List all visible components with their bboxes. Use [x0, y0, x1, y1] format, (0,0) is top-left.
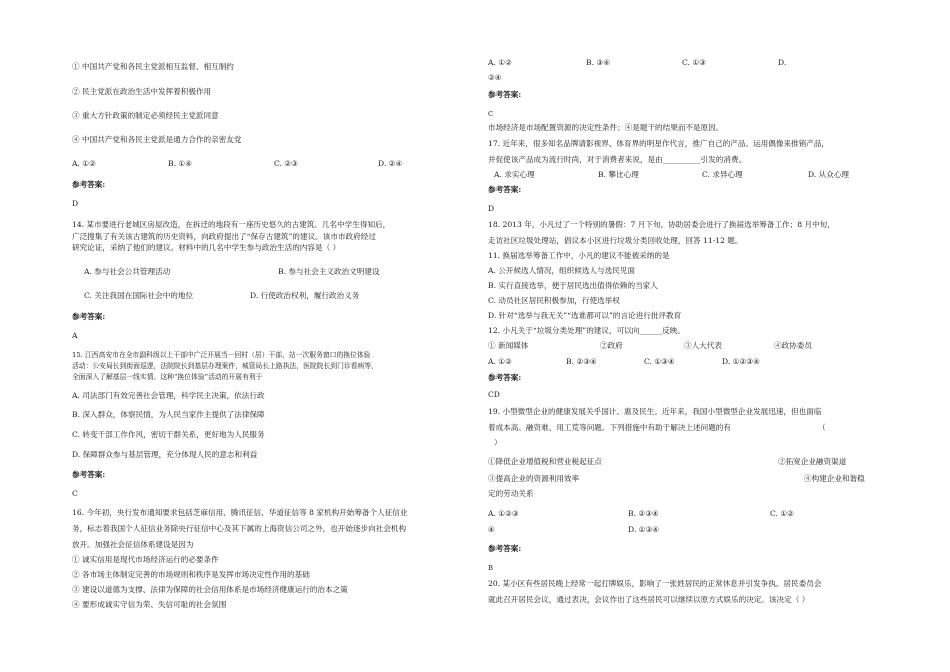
q19-choice-c: C. ①② — [770, 509, 794, 518]
q15-choice-a: A. 司法部门有效完善社会管理，科学民主决策，依法行政 — [72, 391, 265, 400]
q19-close-paren: ） — [494, 438, 502, 447]
q14-choice-d: D. 行使政治权利，履行政治义务 — [250, 291, 360, 300]
q18-ref-label: 参考答案: — [488, 373, 522, 382]
q18-choice-b: B. ②③④ — [566, 357, 597, 366]
q15-line-2: 活动：公安局长到街面巡逻，法院院长到基层办理案件，城管局长上路执法，医院院长到门诊看病等， — [72, 362, 378, 370]
q15-choice-c: C. 转变干部工作作风，密切干群关系，更好地为人民服务 — [72, 430, 265, 439]
q13-choice-d: D. ②④ — [378, 159, 403, 168]
q18-line-8: 12. 小凡关于“垃圾分类处理”的建议，可以向______反映。 — [488, 326, 685, 335]
q17-choice-d: D. 从众心理 — [808, 170, 850, 179]
q19-choice-b: B. ②③④ — [628, 509, 659, 518]
q13-option-1: ① 中国共产党和各民主党派相互监督、相互制约 — [72, 62, 234, 71]
q18-choice-d: D. ①②③④ — [722, 357, 760, 366]
q18-option-2: ②政府 — [600, 341, 623, 350]
q18-choice-c: C. ①③④ — [644, 357, 675, 366]
q16-ref-label: 参考答案: — [488, 90, 522, 99]
q18-line-6: C. 动员社区居民积极参加，行使选举权 — [488, 296, 620, 305]
q15-choice-d: D. 保障群众参与基层管理，充分体现人民的意志和利益 — [72, 450, 258, 459]
q18-line-2: 走访社区垃圾处理站，倡议本小区进行垃圾分类回收处理，回答 11-12 题。 — [488, 236, 743, 245]
q18-line-3: 11. 换届选举筹备工作中，小凡的建议不能被采纳的是 — [488, 251, 670, 260]
q19-option-1: ①降低企业增值税和营业税起征点 — [488, 457, 602, 466]
q19-option-3: ③提高企业的资源利用效率 — [488, 474, 580, 483]
q19-answer: B — [488, 564, 493, 572]
q19-choice-a: A. ①②③ — [488, 509, 519, 518]
q19-open-paren: （ — [818, 423, 826, 432]
q18-option-1: ① 新闻媒体 — [488, 341, 529, 350]
q15-line-1: 15. 江西高安市在全市副科级以上干部中广泛开展当一回村（居）干部，站一次服务窗口的换位体验 — [72, 351, 371, 359]
q15-ref-label: 参考答案: — [72, 470, 106, 479]
q17-choice-b: B. 攀比心理 — [598, 170, 639, 179]
q19-ref-label: 参考答案: — [488, 544, 522, 553]
q18-answer: CD — [488, 390, 500, 399]
q16-answer: C — [488, 110, 494, 118]
q14-line-3: 研究论证，采纳了他们的建议。材料中的几名中学生参与政治生活的内容是（ ） — [72, 243, 341, 252]
q13-answer: D — [72, 199, 79, 208]
q16-line-1: 16. 今年初，央行发布通知要求包括芝麻信用、腾讯征信、华道征信等 8 家机构开始筹备个人征信业 — [72, 508, 408, 517]
q17-choice-c: C. 求异心理 — [702, 170, 743, 179]
q18-choice-a: A. ①② — [488, 357, 512, 366]
q18-option-3: ③人大代表 — [684, 341, 722, 350]
q20-line-1: 20. 某小区有些居民晚上经常一起打牌娱乐，影响了一张姓居民的正常休息并引发争执。居民委员会 — [488, 579, 822, 588]
q17-choice-a: A. 求实心理 — [494, 170, 535, 179]
q13-choice-c: C. ②③ — [274, 159, 298, 168]
q16-line-2: 务，标志着我国个人征信业务除央行征信中心及其下属的上海资信公司之外，也开始逐步向社会机构 — [72, 524, 407, 533]
q17-line-1: 17. 近年来，很多知名品牌请影视界、体育界的明星作代言，推广自己的产品。运用偶像来推销产品， — [488, 139, 830, 148]
q19-option-4-cont: 定的劳动关系 — [488, 489, 534, 498]
q16-option-1: ① 诚实信用是现代市场经济运行的必要条件 — [72, 555, 219, 564]
q19-line-2: 着成本高、融资难、用工荒等问题。下列措施中有助于解决上述问题的有 — [488, 423, 731, 432]
q14-answer: A — [72, 331, 78, 340]
q13-ref-label: 参考答案: — [72, 180, 106, 189]
q20-line-2: 就此召开居民会议，通过表决，会议作出了这些居民可以继续以原方式娱乐的决定。该决定（ ） — [488, 595, 810, 604]
q19-option-2: ②拓宽企业融资渠道 — [778, 457, 847, 466]
q16-choice-a: A. ①② — [488, 58, 512, 67]
q16-option-2: ② 各市场主体制定完善的市场规则和秩序是发挥市场决定性作用的基础 — [72, 570, 310, 579]
q16-choice-c: C. ①③ — [682, 58, 706, 67]
q15-choice-b: B. 深入群众，体察民情，为人民当家作主提供了法律保障 — [72, 410, 265, 419]
q14-line-2: 广泛搜集了有关该古建筑的历史资料，向政府提出了“保存古建筑”的建议。该市市政府经过 — [72, 232, 376, 241]
q14-choice-b: B. 参与社会主义政治文明建设 — [278, 267, 380, 276]
q16-line-3: 放开。加强社会征信体系建设是因为 — [72, 540, 194, 549]
q18-line-5: B. 实行直接选举，便于居民选出值得依赖的当家人 — [488, 281, 658, 290]
q13-choice-a: A. ①② — [72, 159, 96, 168]
q15-line-3: 全面深入了解基层一线实情。这种“换位体验”活动的开展有利于 — [72, 373, 263, 381]
q14-choice-a: A. 参与社会公共管理活动 — [84, 267, 171, 276]
q13-option-4: ④ 中国共产党和各民主党派是通力合作的亲密友党 — [72, 135, 242, 144]
q16-explanation: 市场经济是市场配置资源的决定性条件；④是题干的结果而不是原因。 — [488, 123, 724, 132]
q17-answer: D — [488, 204, 495, 213]
q16-choice-b: B. ③④ — [586, 58, 611, 67]
q18-line-4: A. 公开候选人情况，组织候选人与选民见面 — [488, 266, 635, 275]
q19-line-1: 19. 小型微型企业的健康发展关乎国计、惠及民生。近年来，我国小型微型企业发展迅速，但也面临 — [488, 407, 822, 416]
q16-option-3: ③ 建设以道德为支撑、法律为保障的社会信用体系是市场经济健康运行的治本之策 — [72, 585, 348, 594]
q18-line-1: 18. 2013 年，小凡过了一个特别的暑假：7 月下旬，协助居委会进行了换届选举筹备工作；8 月中旬， — [488, 220, 835, 229]
q17-ref-label: 参考答案: — [488, 185, 522, 194]
q16-option-4: ④ 要形成诚实守信为荣、失信可耻的社会氛围 — [72, 600, 227, 609]
q16-choice-d: D. — [778, 58, 787, 67]
q19-choice-a-cont: ④ — [488, 525, 495, 534]
q16-choice-d-cont: ②④ — [488, 73, 502, 82]
q15-answer: C — [72, 489, 78, 498]
q13-choice-b: B. ①④ — [168, 159, 193, 168]
q18-option-4: ④政协委员 — [774, 341, 812, 350]
q19-option-4: ④构建企业和谐稳 — [804, 474, 865, 483]
q19-choice-d: D. ①③④ — [628, 525, 660, 534]
q17-line-2: 并促使该产品成为流行时尚，对于消费者来说，是由__________引发的消费。 — [488, 155, 747, 164]
q14-choice-c: C. 关注我国在国际社会中的地位 — [84, 291, 194, 300]
q14-line-1: 14. 某市要进行老城区房屋改造，在拆迁的地段有一座历史悠久的古建筑。几名中学生得知后， — [72, 220, 391, 229]
q18-line-7: D. 针对“选举与我无关”“选谁都可以”的言论进行批评教育 — [488, 311, 682, 320]
q13-option-3: ③ 重大方针政策的制定必须经民主党派同意 — [72, 111, 219, 120]
q13-option-2: ② 民主党派在政治生活中发挥着积极作用 — [72, 87, 212, 96]
q14-ref-label: 参考答案: — [72, 312, 106, 321]
